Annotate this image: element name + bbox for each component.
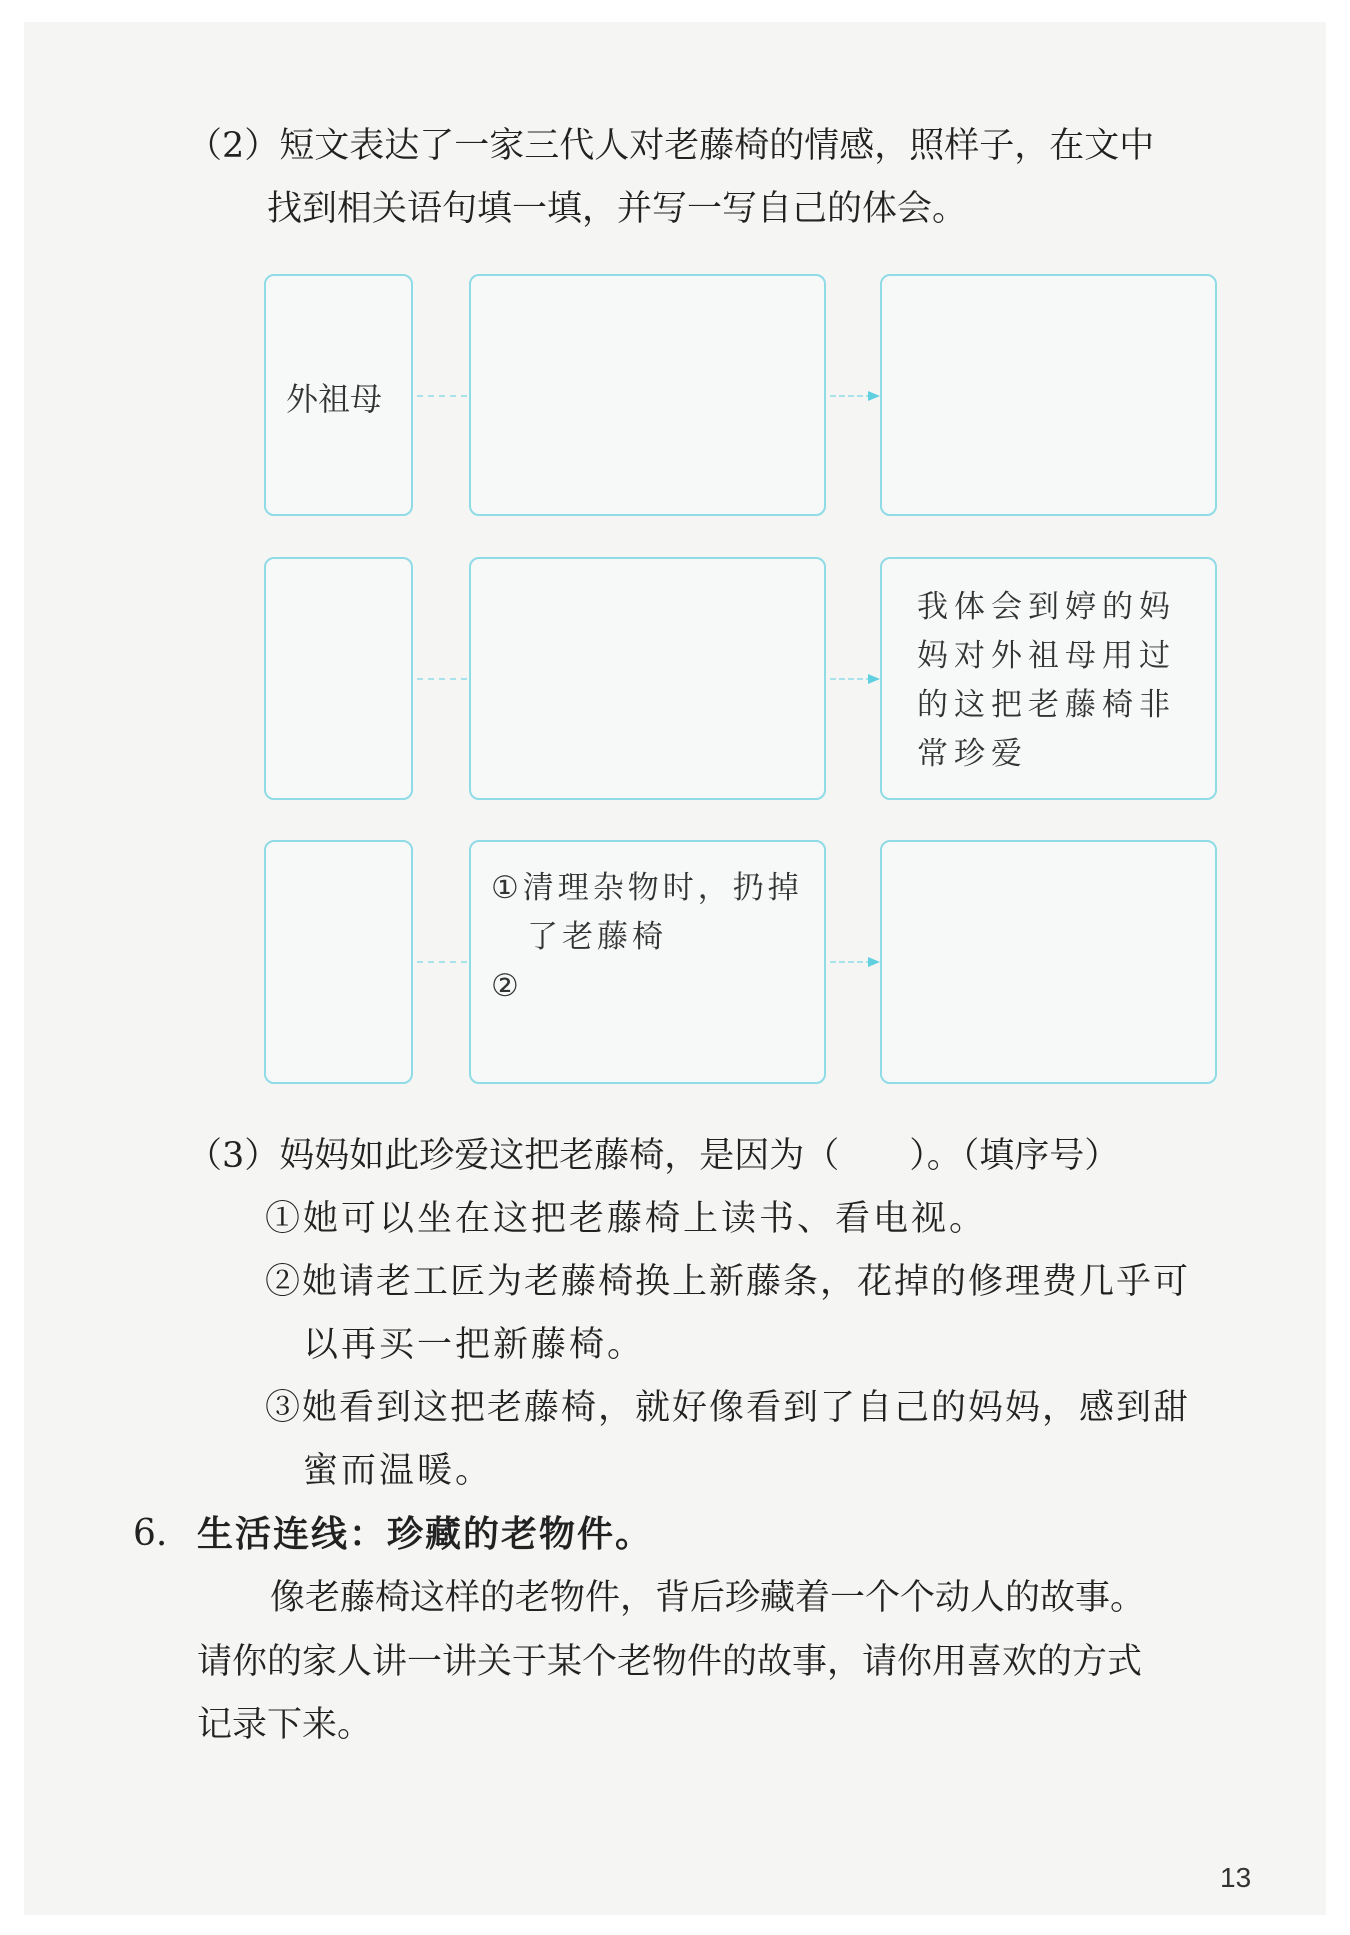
q3-option-3-line-2: 蜜而温暖。 xyxy=(303,1451,494,1491)
q3-option-3-line-1: ③她看到这把老藤椅，就好像看到了自己的妈妈，感到甜 xyxy=(265,1388,1191,1428)
grid-event-box-3[interactable] xyxy=(469,840,826,1084)
q3-option-2-line-2: 以再买一把新藤椅。 xyxy=(303,1325,646,1365)
q6-number: 6. xyxy=(133,1513,168,1554)
grid-event-box-1[interactable] xyxy=(469,274,826,516)
q6-title: 生活连线：珍藏的老物件。 xyxy=(197,1513,654,1555)
page-number: 13 xyxy=(1220,1862,1252,1893)
event-line: ①清理杂物时，扔掉 xyxy=(491,870,803,906)
grid-feeling-box-2[interactable] xyxy=(880,557,1217,800)
feeling-example xyxy=(917,583,1176,779)
feeling-line: 我体会到婷的妈 xyxy=(917,589,1176,625)
connector-2b xyxy=(830,678,872,680)
grid-event-box-2[interactable] xyxy=(469,557,826,800)
grid-feeling-box-3[interactable] xyxy=(880,840,1217,1084)
grid-person-box-3[interactable] xyxy=(264,840,413,1084)
connector-2a xyxy=(417,678,467,680)
q3-question: （3）妈妈如此珍爱这把老藤椅，是因为（ ）。（填序号） xyxy=(187,1136,1120,1176)
arrow-icon xyxy=(868,957,880,967)
feeling-line: 妈对外祖母用过 xyxy=(917,638,1176,674)
arrow-icon xyxy=(868,391,880,401)
grid-feeling-box-1[interactable] xyxy=(880,274,1217,516)
q6-paragraph-line-1: 像老藤椅这样的老物件，背后珍藏着一个个动人的故事。 xyxy=(270,1578,1146,1618)
feeling-line: 常珍爱 xyxy=(917,736,1028,772)
q6-paragraph-line-2: 请你的家人讲一讲关于某个老物件的故事，请你用喜欢的方式 xyxy=(197,1642,1143,1682)
arrow-icon xyxy=(868,674,880,684)
q2-line-2: 找到相关语句填一填，并写一写自己的体会。 xyxy=(267,189,968,229)
connector-3b xyxy=(830,961,872,963)
event-line: ② xyxy=(491,968,523,1004)
connector-1b xyxy=(830,395,872,397)
feeling-line: 的这把老藤椅非 xyxy=(917,687,1176,723)
q3-option-1: ①她可以坐在这把老藤椅上读书、看电视。 xyxy=(265,1199,988,1239)
grid-person-box-1[interactable] xyxy=(264,274,413,516)
q6-paragraph-line-3: 记录下来。 xyxy=(197,1705,373,1745)
grid-person-label: 外祖母 xyxy=(286,380,383,418)
event-line: 了老藤椅 xyxy=(527,919,667,955)
q2-line-1: （2）短文表达了一家三代人对老藤椅的情感，照样子，在文中 xyxy=(187,126,1155,166)
event-example xyxy=(491,864,803,1011)
connector-1a xyxy=(417,395,467,397)
grid-person-box-2[interactable] xyxy=(264,557,413,800)
connector-3a xyxy=(417,961,467,963)
q3-option-2-line-1: ②她请老工匠为老藤椅换上新藤条，花掉的修理费几乎可 xyxy=(265,1262,1191,1302)
